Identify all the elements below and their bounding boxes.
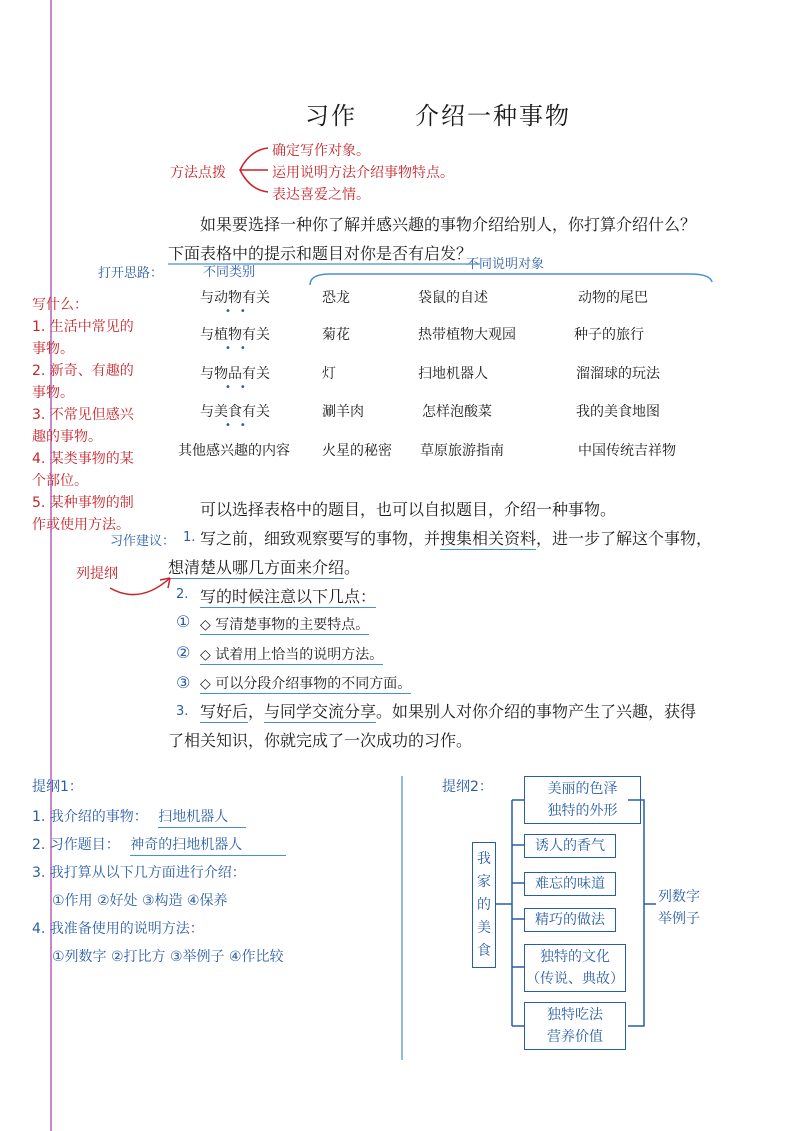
- table-category: 与物品有关: [200, 366, 270, 382]
- point-num: ③: [176, 673, 191, 692]
- objects-note: 不同说明对象: [466, 257, 545, 272]
- table-cell: 袋鼠的自述: [418, 290, 488, 306]
- outline1-line: 2. 习作题目： 神奇的扫地机器人: [32, 834, 286, 856]
- outline2-box: 诱人的香气: [524, 834, 616, 858]
- outline-note: 列提纲: [76, 566, 118, 582]
- suggestion-1: 写之前，细致观察要写的事物，并搜集相关资料，进一步了解这个事物，: [200, 529, 713, 548]
- intro-line: 下面表格中的提示和题目对你是否有启发？: [168, 244, 473, 263]
- table-cell: 动物的尾巴: [578, 290, 648, 306]
- table-cell: 我的美食地图: [576, 404, 660, 420]
- outline2-box: 精巧的做法: [524, 908, 616, 932]
- what-item: 事物。: [32, 385, 74, 401]
- outline1-value: ①作用 ②好处 ③构造 ④保养: [52, 893, 228, 909]
- outline1-line: 3. 我打算从以下几方面进行介绍：: [32, 865, 246, 881]
- outline2-root-box: 我 家 的 美 食: [472, 842, 496, 968]
- what-item: 趣的事物。: [32, 429, 102, 445]
- table-category: 与植物有关: [200, 327, 270, 343]
- what-item: 作或使用方法。: [32, 517, 130, 533]
- what-item: 个部位。: [32, 473, 88, 489]
- choose-text: 可以选择表格中的题目，也可以自拟题目，介绍一种事物。: [200, 500, 617, 519]
- intro-line: 如果要选择一种你了解并感兴趣的事物介绍给别人，你打算介绍什么？: [200, 215, 697, 234]
- emphasis-dots: ••: [225, 306, 255, 317]
- table-cell: 溜溜球的玩法: [576, 366, 660, 382]
- what-heading: 写什么：: [32, 297, 88, 313]
- point-num: ①: [176, 612, 191, 631]
- open-ideas-note: 打开思路：: [98, 266, 164, 281]
- table-cell: 涮羊肉: [322, 404, 364, 420]
- side-bracket: [628, 800, 644, 1026]
- table-cell: 怎样泡酸菜: [422, 404, 492, 420]
- suggestion-1-cont: 想清楚从哪几方面来介绍。: [168, 558, 361, 577]
- suggestion-3: 写好后，与同学交流分享。如果别人对你介绍的事物产生了兴趣，获得: [200, 702, 697, 721]
- emphasis-dots: ••: [225, 343, 255, 354]
- outline2-box: 难忘的味道: [524, 872, 616, 896]
- what-item: 5. 某种事物的制: [32, 495, 134, 511]
- outline2-box: 独特的文化 （传说、典故）: [524, 944, 626, 992]
- objects-brace: [310, 274, 712, 285]
- emphasis-dots: ••: [225, 420, 255, 431]
- table-category: 与动物有关: [200, 290, 270, 306]
- emphasis-dots: ••: [225, 382, 255, 393]
- table-cell: 草原旅游指南: [420, 443, 504, 459]
- table-cell: 热带植物大观园: [418, 327, 516, 343]
- point-num: ②: [176, 643, 191, 662]
- table-cell: 菊花: [322, 327, 350, 343]
- table-cell: 扫地机器人: [418, 366, 488, 382]
- suggestion-3-cont: 了相关知识，你就完成了一次成功的习作。: [168, 731, 473, 750]
- outline1-line: 4. 我准备使用的说明方法：: [32, 921, 204, 937]
- category-note: 不同类别: [203, 265, 256, 280]
- suggest-label: 习作建议：: [110, 534, 176, 549]
- method-item: 表达喜爱之情。: [272, 187, 370, 203]
- outline1-value: ①列数字 ②打比方 ③举例子 ④作比较: [52, 949, 284, 965]
- outline2-side-note: 列数字: [658, 889, 700, 905]
- table-category: 与美食有关: [200, 404, 270, 420]
- page-title-left: 习作: [305, 102, 357, 130]
- outline2-box: 美丽的色泽 独特的外形: [524, 776, 641, 824]
- what-item: 1. 生活中常见的: [32, 319, 134, 335]
- method-label: 方法点拨: [170, 165, 226, 181]
- page-title: 介绍一种事物: [415, 102, 571, 130]
- outline2-heading: 提纲2：: [442, 779, 493, 795]
- table-cell: 种子的旅行: [574, 327, 644, 343]
- point-item: ◇ 试着用上恰当的说明方法。: [200, 647, 384, 663]
- point-item: ◇ 可以分段介绍事物的不同方面。: [200, 676, 412, 692]
- outline2-box: 独特吃法 营养价值: [524, 1002, 626, 1050]
- table-cell: 灯: [322, 366, 336, 382]
- outline2-side-note: 举例子: [658, 911, 700, 927]
- what-item: 事物。: [32, 341, 74, 357]
- suggestion-2: 写的时候注意以下几点：: [200, 587, 377, 606]
- method-item: 确定写作对象。: [272, 143, 370, 159]
- table-cell: 火星的秘密: [322, 443, 392, 459]
- outline1-heading: 提纲1：: [32, 779, 83, 795]
- what-item: 4. 某类事物的某: [32, 451, 134, 467]
- what-item: 2. 新奇、有趣的: [32, 363, 134, 379]
- what-item: 3. 不常见但感兴: [32, 407, 134, 423]
- table-cell: 中国传统吉祥物: [578, 443, 676, 459]
- suggest-num: 3.: [176, 704, 189, 719]
- outline1-line: 1. 我介绍的事物： 扫地机器人: [32, 806, 246, 828]
- point-item: ◇ 写清楚事物的主要特点。: [200, 617, 370, 633]
- table-cell: 恐龙: [322, 290, 350, 306]
- method-item: 运用说明方法介绍事物特点。: [272, 165, 454, 181]
- suggest-num: 2.: [176, 587, 189, 602]
- table-category: 其他感兴趣的内容: [178, 443, 290, 459]
- suggest-num: 1.: [183, 530, 196, 545]
